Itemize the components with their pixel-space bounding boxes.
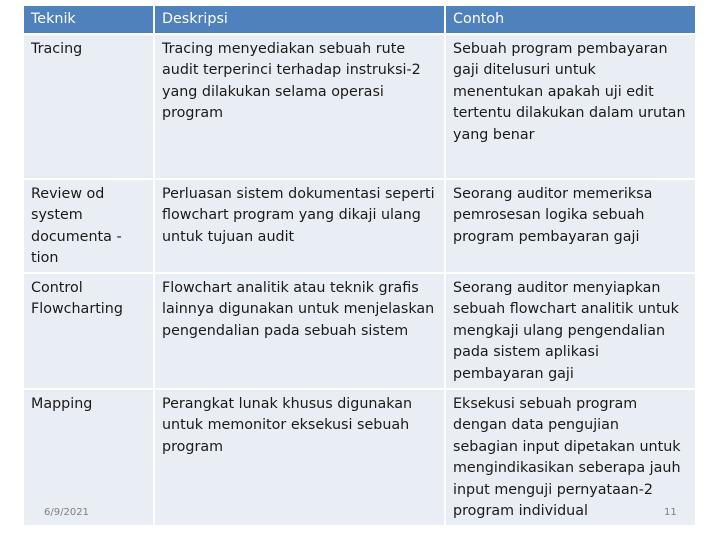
cell-contoh: Seorang auditor memeriksa pemrosesan logika sebuah program pembayaran gaji [446, 180, 695, 274]
footer-page-number: 11 [664, 507, 677, 518]
table-row [24, 180, 695, 274]
cell-contoh: Seorang auditor menyiapkan sebuah flowchart analitik untuk mengkaji ulang pengendalian pada sistem aplikasi pembayaran gaji [446, 274, 695, 390]
header-deskripsi: Deskripsi [155, 6, 446, 35]
cell-deskripsi: Perluasan sistem dokumentasi seperti flowchart program yang dikaji ulang untuk tujuan audit [155, 180, 446, 274]
cell-contoh: Sebuah program pembayaran gaji ditelusuri untuk menentukan apakah uji edit tertentu dilakukan dalam urutan yang benar [446, 35, 695, 180]
cell-teknik: Review od system documenta - tion [24, 180, 155, 274]
cell-teknik: Mapping [24, 390, 155, 527]
audit-techniques-table [24, 6, 695, 527]
header-contoh: Contoh [446, 6, 695, 35]
header-teknik: Teknik [24, 6, 155, 35]
table-row [24, 274, 695, 390]
cell-deskripsi: Flowchart analitik atau teknik grafis lainnya digunakan untuk menjelaskan pengendalian pada sebuah sistem [155, 274, 446, 390]
footer-date: 6/9/2021 [44, 507, 89, 518]
table-header-row [24, 6, 695, 35]
cell-teknik: Control Flowcharting [24, 274, 155, 390]
cell-teknik: Tracing [24, 35, 155, 180]
cell-deskripsi: Tracing menyediakan sebuah rute audit terperinci terhadap instruksi-2 yang dilakukan selama operasi program [155, 35, 446, 180]
table-row [24, 35, 695, 180]
cell-deskripsi: Perangkat lunak khusus digunakan untuk memonitor eksekusi sebuah program [155, 390, 446, 527]
cell-contoh: Eksekusi sebuah program dengan data pengujian sebagian input dipetakan untuk mengindikasikan seberapa jauh input menguji pernyataan-2 program individual [446, 390, 695, 527]
table-row [24, 390, 695, 527]
